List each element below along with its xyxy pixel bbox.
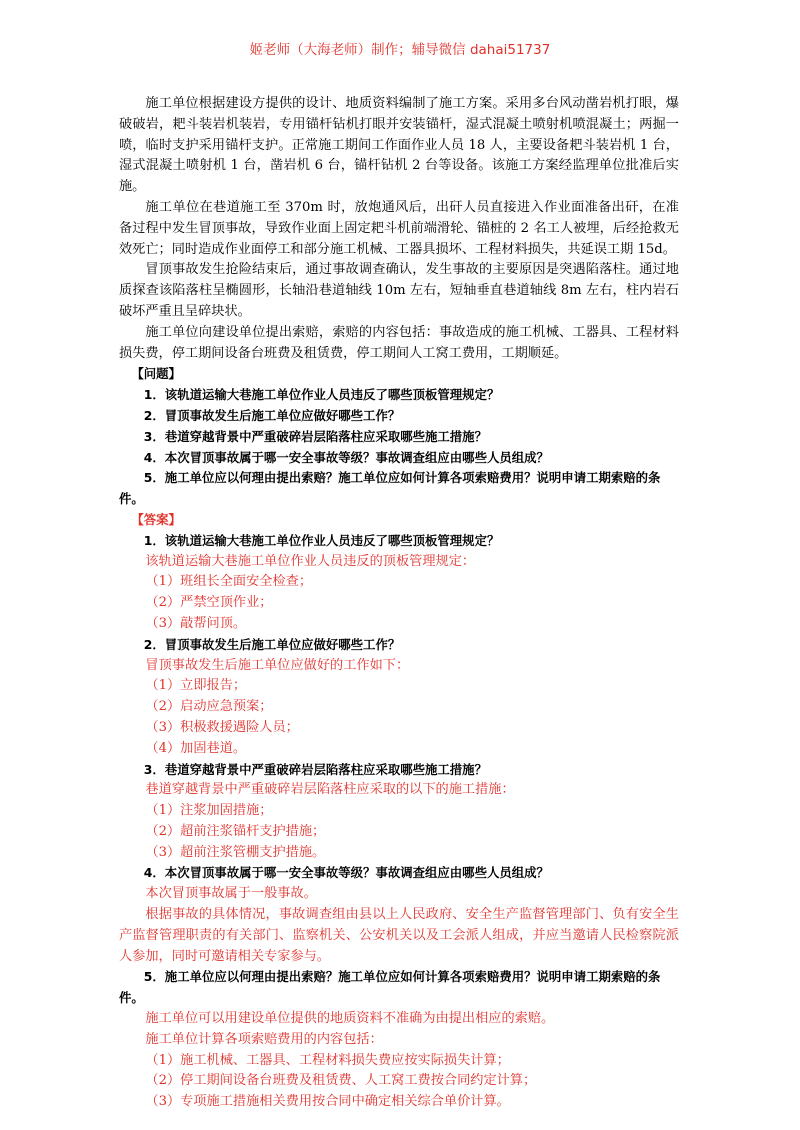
answer-1-intro: 该轨道运输大巷施工单位作业人员违反的顶板管理规定： bbox=[145, 553, 476, 569]
answer-2-intro: 冒顶事故发生后施工单位应做好的工作如下： bbox=[145, 657, 410, 673]
question-5: 5．施工单位应以何理由提出索赔？施工单位应如何计算各项索赔费用？说明申请工期索赔的条件。 bbox=[119, 470, 661, 507]
answer-5-calc: 施工单位计算各项索赔费用的内容包括： bbox=[145, 1031, 383, 1047]
questions-heading: 【问题】 bbox=[131, 366, 181, 382]
answer-1-item: （1）班组长全面安全检查； bbox=[145, 574, 313, 590]
answer-question-2: 2．冒顶事故发生后施工单位应做好哪些工作？ bbox=[143, 636, 401, 652]
answer-5-intro: 施工单位可以用建设单位提供的地质资料不准确为由提出相应的索赔。 bbox=[145, 1011, 555, 1027]
answer-4-body: 根据事故的具体情况，事故调查组由县以上人民政府、安全生产监督管理部门、负有安全生产监督管理职责的有关部门、监察机关、公安机关以及工会派人组成，并应当邀请人民检察院派人参加，同时可邀请相关专家参与。 bbox=[119, 907, 679, 964]
answer-question-4: 4．本次冒顶事故属于哪一安全事故等级？事故调查组应由哪些人员组成？ bbox=[143, 865, 549, 881]
answer-2-item: （3）积极救援遇险人员； bbox=[145, 719, 299, 735]
document-body bbox=[119, 94, 679, 1113]
answer-question-5: 5．施工单位应以何理由提出索赔？施工单位应如何计算各项索赔费用？说明申请工期索赔的条件。 bbox=[119, 969, 661, 1006]
case-paragraph-2: 施工单位在巷道施工至 370m 时，放炮通风后，出矸人员直接进入作业面准备出矸，在准备过程中发生冒顶事故，导致作业面上固定耙斗机前端滑轮、锚桩的 2 名工人被埋，后经抢救无效死亡；同时造成作业面停工和部分施工机械、工器具损坏、工程材料损失，共延误工期 15d。 bbox=[119, 199, 679, 257]
answer-3-intro: 巷道穿越背景中严重破碎岩层陷落柱应采取的以下的施工措施： bbox=[145, 782, 515, 798]
answer-1-item: （3）敲帮问顶。 bbox=[145, 615, 247, 631]
question-1: 1．该轨道运输大巷施工单位作业人员违反了哪些顶板管理规定？ bbox=[143, 387, 500, 403]
answer-5-item: （1）施工机械、工器具、工程材料损失费应按实际损失计算； bbox=[145, 1052, 510, 1068]
answer-5-item: （2）停工期间设备台班费及租赁费、人工窝工费按合同约定计算； bbox=[145, 1073, 537, 1089]
question-2: 2．冒顶事故发生后施工单位应做好哪些工作？ bbox=[143, 407, 401, 423]
answer-3-item: （1）注浆加固措施； bbox=[145, 803, 273, 819]
answer-2-item: （2）启动应急预案； bbox=[145, 699, 273, 715]
case-paragraph-1: 施工单位根据建设方提供的设计、地质资料编制了施工方案。采用多台风动凿岩机打眼，爆破破岩，耙斗装岩机装岩，专用锚杆钻机打眼并安装锚杆，湿式混凝土喷射机喷混凝土；两掘一喷，临时支护采用锚杆支护。正常施工期间工作面作业人员 18 人，主要设备耙斗装岩机 1 台，湿式混凝土喷射机 1 台，凿岩机 6 台，锚杆钻机 2 台等设备。该施工方案经监理单位批准后实施。 bbox=[119, 96, 679, 195]
answer-1-item: （2）严禁空顶作业； bbox=[145, 595, 273, 611]
answer-question-1: 1．该轨道运输大巷施工单位作业人员违反了哪些顶板管理规定？ bbox=[143, 532, 500, 548]
question-3: 3．巷道穿越背景中严重破碎岩层陷落柱应采取哪些施工措施？ bbox=[143, 428, 487, 444]
question-4: 4．本次冒顶事故属于哪一安全事故等级？事故调查组应由哪些人员组成？ bbox=[143, 449, 549, 465]
answer-5-item: （3）专项施工措施相关费用按合同中确定相关综合单价计算。 bbox=[145, 1094, 510, 1110]
page-header: 姬老师（大海老师）制作；辅导微信 dahai51737 bbox=[249, 42, 551, 58]
answer-3-item: （3）超前注浆管棚支护措施。 bbox=[145, 844, 326, 860]
answer-3-item: （2）超前注浆锚杆支护措施； bbox=[145, 823, 326, 839]
case-paragraph-4: 施工单位向建设单位提出索赔，索赔的内容包括：事故造成的施工机械、工器具、工程材料损失费，停工期间设备台班费及租赁费，停工期间人工窝工费用，工期顺延。 bbox=[119, 324, 679, 361]
answers-heading: 【答案】 bbox=[131, 511, 181, 527]
case-paragraph-3: 冒顶事故发生抢险结束后，通过事故调查确认，发生事故的主要原因是突遇陷落柱。通过地质探查该陷落柱呈椭圆形，长轴沿巷道轴线 10m 左右，短轴垂直巷道轴线 8m 左右，柱内岩石破坏严重且呈碎块状。 bbox=[119, 262, 679, 319]
answer-4-intro: 本次冒顶事故属于一般事故。 bbox=[145, 886, 317, 902]
answer-2-item: （1）立即报告； bbox=[145, 678, 247, 694]
answer-question-3: 3．巷道穿越背景中严重破碎岩层陷落柱应采取哪些施工措施？ bbox=[143, 761, 487, 777]
answer-2-item: （4）加固巷道。 bbox=[145, 740, 247, 756]
